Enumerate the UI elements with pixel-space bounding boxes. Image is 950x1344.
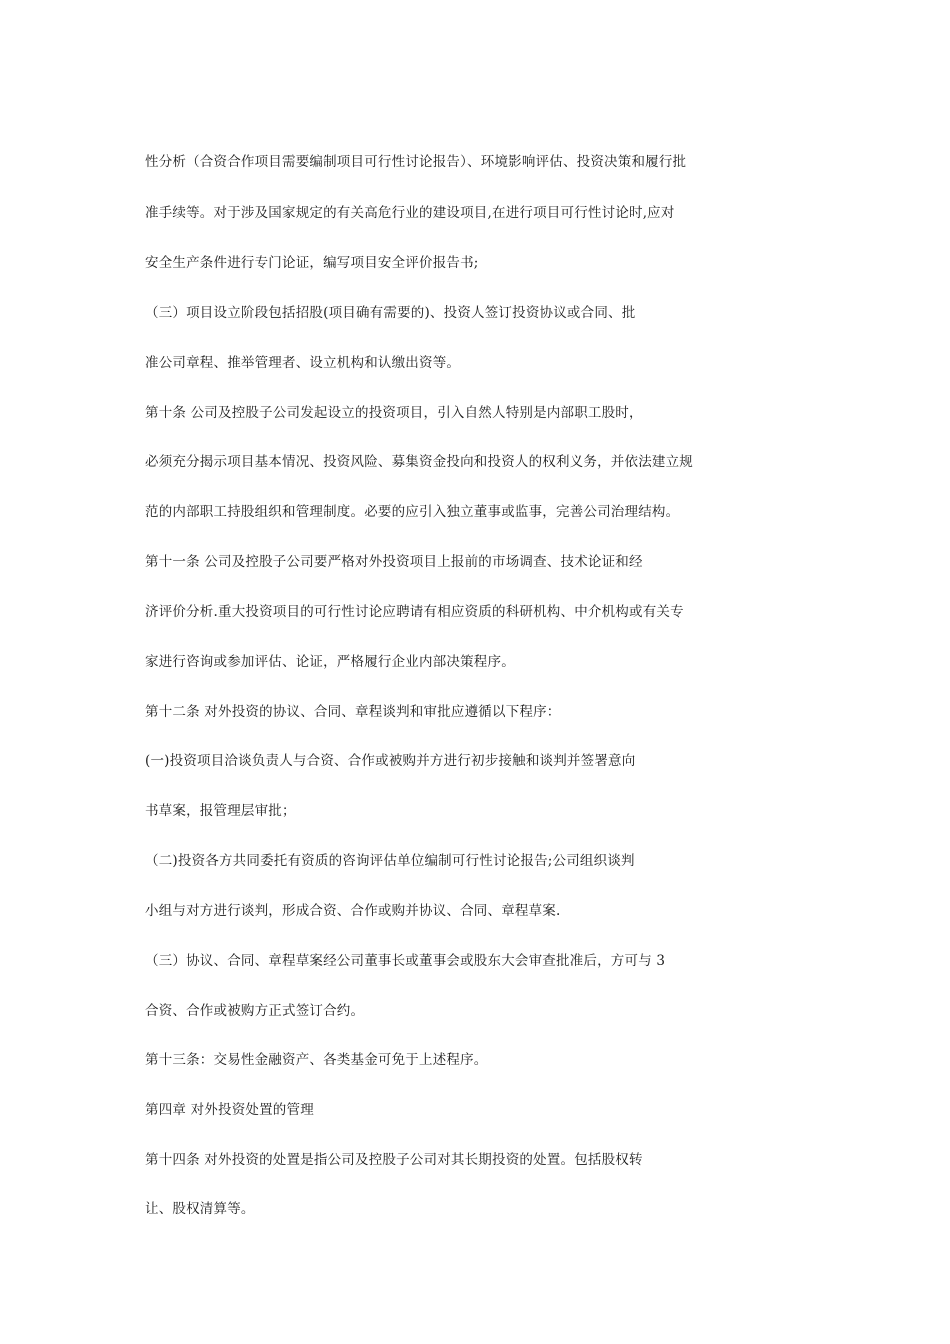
text-line: (一)投资项目洽谈负责人与合资、合作或被购并方进行初步接触和谈判并签署意向 (145, 753, 636, 769)
text-line: （三）项目设立阶段包括招股(项目确有需要的)、投资人签订投资协议或合同、批 (145, 305, 636, 321)
text-line: （二)投资各方共同委托有资质的咨询评估单位编制可行性讨论报告;公司组织谈判 (145, 853, 635, 869)
text-line: 必须充分揭示项目基本情况、投资风险、募集资金投向和投资人的权利义务，并依法建立规 (145, 454, 693, 470)
text-line: 家进行咨询或参加评估、论证，严格履行企业内部决策程序。 (145, 654, 515, 670)
text-line: 合资、合作或被购方正式签订合约。 (145, 1003, 365, 1019)
text-line: 让、股权清算等。 (145, 1201, 255, 1217)
text-line: 第十四条 对外投资的处置是指公司及控股子公司对其长期投资的处置。包括股权转 (145, 1152, 643, 1168)
chapter-heading: 第四章 对外投资处置的管理 (145, 1102, 314, 1118)
text-line: 准公司章程、推举管理者、设立机构和认缴出资等。 (145, 355, 461, 371)
text-line: 范的内部职工持股组织和管理制度。必要的应引入独立董事或监事，完善公司治理结构。 (145, 504, 680, 520)
text-line: 济评价分析.重大投资项目的可行性讨论应聘请有相应资质的科研机构、中介机构或有关专 (145, 604, 684, 620)
text-line: 准手续等。对于涉及国家规定的有关高危行业的建设项目,在进行项目可行性讨论时,应对 (145, 205, 675, 221)
text-line: 小组与对方进行谈判，形成合资、合作或购并协议、合同、章程草案. (145, 903, 561, 919)
text-line: 安全生产条件进行专门论证，编写项目安全评价报告书; (145, 255, 479, 271)
text-line: 性分析（合资合作项目需要编制项目可行性讨论报告）、环境影响评估、投资决策和履行批 (145, 154, 687, 170)
text-line: 第十三条：交易性金融资产、各类基金可免于上述程序。 (145, 1052, 488, 1068)
text-line: 书草案，报管理层审批； (145, 803, 296, 819)
text-line: 第十一条 公司及控股子公司要严格对外投资项目上报前的市场调查、技术论证和经 (145, 554, 643, 570)
text-line: （三）协议、合同、章程草案经公司董事长或董事会或股东大会审查批准后，方可与 3 (145, 953, 666, 969)
text-line: 第十条 公司及控股子公司发起设立的投资项目，引入自然人特别是内部职工股时， (145, 405, 643, 421)
text-line: 第十二条 对外投资的协议、合同、章程谈判和审批应遵循以下程序： (145, 704, 561, 720)
